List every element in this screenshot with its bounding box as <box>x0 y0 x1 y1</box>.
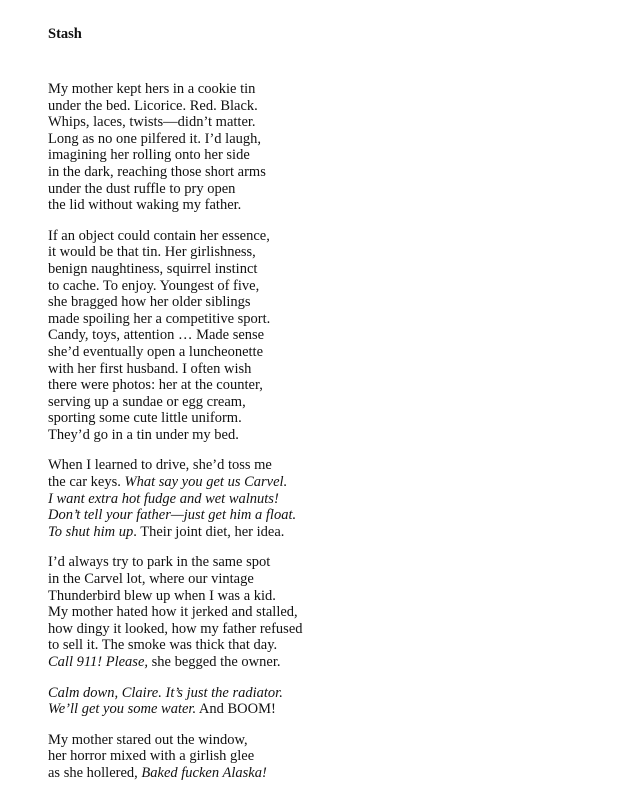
poem-line-text: it would be that tin. Her girlishness, <box>48 244 256 261</box>
poem-line <box>48 228 608 245</box>
poem-body <box>48 81 608 782</box>
poem-line-italic-text: What say you get us Carvel. <box>124 474 288 491</box>
poem-line-text: Thunderbird blew up when I was a kid. <box>48 587 276 604</box>
poem-line <box>48 554 608 571</box>
poem-line <box>48 81 608 98</box>
poem-line <box>48 748 608 765</box>
poem-line-text: serving up a sundae or egg cream, <box>48 393 246 410</box>
poem-line <box>48 261 608 278</box>
poem-line <box>48 654 608 671</box>
poem-line-text: as she hollered, <box>48 764 142 781</box>
poem-stanza <box>48 457 608 540</box>
poem-line <box>48 427 608 444</box>
poem-line-italic-text: To shut him up <box>48 523 134 540</box>
poem-line-text: Long as no one pilfered it. I’d laugh, <box>48 130 262 147</box>
poem-line-text: My mother stared out the window, <box>48 731 248 748</box>
poem-line <box>48 604 608 621</box>
poem-stanza <box>48 685 608 718</box>
poem-line <box>48 571 608 588</box>
poem-line <box>48 701 608 718</box>
poem-line-text: she begged the owner. <box>148 654 281 670</box>
poem-line <box>48 114 608 131</box>
poem-line-text: in the Carvel lot, where our vintage <box>48 571 254 588</box>
poem-line <box>48 327 608 344</box>
poem-line <box>48 685 608 702</box>
poem-line <box>48 377 608 394</box>
poem-line-text: to cache. To enjoy. Youngest of five, <box>48 277 260 294</box>
poem-line <box>48 361 608 378</box>
poem-line-text: the car keys. <box>48 474 125 491</box>
poem-line-text: When I learned to drive, she’d toss me <box>48 457 272 474</box>
poem-line <box>48 197 608 214</box>
poem-line-text: in the dark, reaching those short arms <box>48 163 266 180</box>
poem-line <box>48 765 608 782</box>
poem-line-text: the lid without waking my father. <box>48 197 242 214</box>
poem-line <box>48 244 608 261</box>
poem-line-italic-text: Call 911! Please, <box>48 654 149 670</box>
poem-line-text: They’d go in a tin under my bed. <box>48 426 239 443</box>
poem-line-text: Whips, laces, twists—didn’t matter. <box>48 114 256 131</box>
poem-line-text: with her first husband. I often wish <box>48 360 252 377</box>
poem-line-text: Candy, toys, attention … Made sense <box>48 327 265 344</box>
poem-line-text: And BOOM! <box>196 701 276 718</box>
poem-line <box>48 507 608 524</box>
poem-line-text: . Their joint diet, her idea. <box>133 523 285 540</box>
poem-line-text: If an object could contain her essence, <box>48 227 270 244</box>
poem-stanza <box>48 554 608 670</box>
poem-page <box>48 25 608 796</box>
poem-title: Stash <box>48 26 82 42</box>
poem-line-text: she bragged how her older siblings <box>48 294 251 311</box>
poem-line-text: she’d eventually open a luncheonette <box>48 343 264 360</box>
poem-line <box>48 311 608 328</box>
poem-line-text: benign naughtiness, squirrel instinct <box>48 260 258 277</box>
poem-stanza <box>48 228 608 444</box>
poem-line-text: My mother hated how it jerked and stalled, <box>48 604 298 621</box>
poem-stanza <box>48 732 608 782</box>
poem-line <box>48 732 608 749</box>
poem-line-italic-text: Don’t tell your father—just get him a float. <box>48 507 297 524</box>
poem-line-text: made spoiling her a competitive sport. <box>48 310 271 327</box>
poem-line-text: My mother kept hers in a cookie tin <box>48 81 256 97</box>
poem-line-italic-text: Calm down, Claire. It’s just the radiator. <box>48 684 283 701</box>
poem-line-italic-text: I want extra hot fudge and wet walnuts! <box>48 490 279 507</box>
poem-line <box>48 344 608 361</box>
poem-line-text: imagining her rolling onto her side <box>48 147 250 164</box>
poem-line <box>48 278 608 295</box>
poem-line-italic-text: We’ll get you some water. <box>48 701 197 718</box>
poem-line <box>48 164 608 181</box>
poem-line-text: to sell it. The smoke was thick that day. <box>48 637 278 654</box>
poem-line <box>48 474 608 491</box>
poem-line <box>48 524 608 541</box>
poem-line <box>48 98 608 115</box>
poem-line <box>48 410 608 427</box>
poem-line <box>48 491 608 508</box>
poem-line-text: her horror mixed with a girlish glee <box>48 748 255 765</box>
poem-line-text: under the bed. Licorice. Red. Black. <box>48 97 258 114</box>
poem-line <box>48 131 608 148</box>
poem-line-text: I’d always try to park in the same spot <box>48 554 271 571</box>
poem-line <box>48 588 608 605</box>
poem-line <box>48 181 608 198</box>
poem-line <box>48 294 608 311</box>
poem-line-text: there were photos: her at the counter, <box>48 377 263 394</box>
poem-line <box>48 394 608 411</box>
poem-stanza <box>48 81 608 214</box>
poem-line-text: under the dust ruffle to pry open <box>48 180 236 197</box>
poem-line <box>48 457 608 474</box>
poem-line <box>48 637 608 654</box>
poem-line-text: how dingy it looked, how my father refused <box>48 620 303 637</box>
poem-line <box>48 147 608 164</box>
poem-line-text: sporting some cute little uniform. <box>48 410 242 427</box>
poem-line <box>48 621 608 638</box>
poem-line-italic-text: Baked fucken Alaska! <box>141 764 267 781</box>
